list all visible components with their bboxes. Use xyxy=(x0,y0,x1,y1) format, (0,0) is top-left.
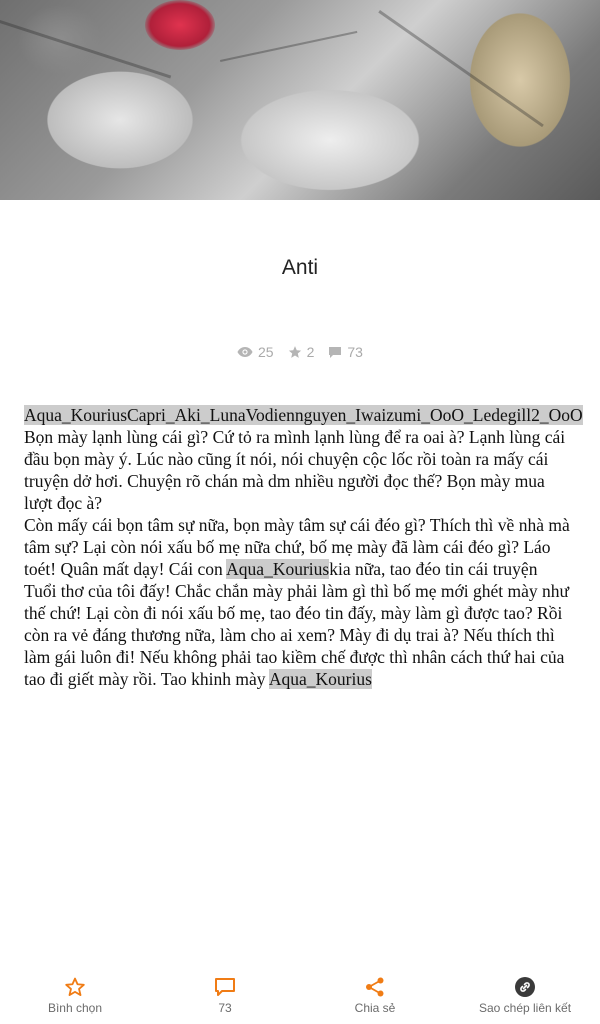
star-icon xyxy=(64,976,86,998)
comment-button[interactable] xyxy=(150,970,300,1024)
votes-stat xyxy=(288,344,315,360)
story-cover-image xyxy=(0,0,600,200)
share-button[interactable] xyxy=(300,970,450,1024)
reads-count: 25 xyxy=(258,344,274,360)
eye-icon xyxy=(237,346,253,358)
story-title: Anti xyxy=(281,256,319,279)
bottom-action-bar xyxy=(0,970,600,1024)
cover-detail xyxy=(220,31,357,62)
paragraph-2 xyxy=(24,514,572,690)
link-icon xyxy=(514,976,536,998)
share-icon xyxy=(364,976,386,998)
comment-icon xyxy=(214,977,236,997)
votes-count: 2 xyxy=(306,344,315,360)
comments-stat xyxy=(328,344,363,360)
cover-detail xyxy=(378,10,544,127)
paragraph-2-text-b: kia nữa, tao đéo tin cái truyện Tuổi thơ của tôi đấy! Chắc chắn mày phải làm gì thì bố mẹ mới ghét mày như thế chứ! Lại còn đi nói xấu bố mẹ, tao đéo tin đấy, mày làm gì được tao? Rồi còn ra vẻ đáng thương nữa, làm cho ai xem? Mày đi dụ trai à? Nếu thích thì làm gái luôn đi! Nếu không phải tao kiềm chế được thì nhân cách thứ hai của tao đi giết mày rồi. Tao khinh mày xyxy=(24,559,569,689)
star-icon xyxy=(288,345,302,359)
comment-icon xyxy=(328,346,342,359)
mention-line xyxy=(24,404,583,426)
comments-count: 73 xyxy=(347,344,363,360)
user-mention[interactable]: Aqua_Kourius xyxy=(226,559,330,579)
story-stats xyxy=(0,344,600,360)
paragraph-2-text-a: Còn mấy cái bọn tâm sự nữa, bọn mày tâm sự cái đéo gì? Thích thì về nhà mà tâm sự? Lại còn nói xấu bố mẹ nữa chứ, bố mẹ mày đã làm cái đéo gì? Láo toét! Quân mất dạy! Cái con xyxy=(24,515,570,579)
vote-button[interactable] xyxy=(0,970,150,1024)
user-mention[interactable]: Aqua_Kourius xyxy=(268,669,372,689)
comment-count-label: 73 xyxy=(218,1001,232,1015)
reads-stat xyxy=(237,344,274,360)
share-label: Chia sẻ xyxy=(354,1001,396,1015)
user-mentions[interactable]: Aqua_KouriusCapri_Aki_LunaVodiennguyen_Iwaizumi_OoO_Ledegill2_OoO xyxy=(24,405,583,425)
story-content xyxy=(24,404,583,690)
copy-link-label: Sao chép liên kết xyxy=(478,1001,572,1015)
vote-label: Bình chọn xyxy=(47,1001,103,1015)
paragraph-1: Bọn mày lạnh lùng cái gì? Cứ tỏ ra mình lạnh lùng để ra oai à? Lạnh lùng cái đầu bọn mày ý. Lúc nào cũng ít nói, nói chuyện cộc lốc rồi toàn ra mấy cái truyện dở hơi. Chuyện rõ chán mà dm nhiều người đọc thế? Bọn mày mua lượt đọc à? xyxy=(24,427,566,513)
copy-link-button[interactable] xyxy=(450,970,600,1024)
cover-flower xyxy=(145,0,215,50)
